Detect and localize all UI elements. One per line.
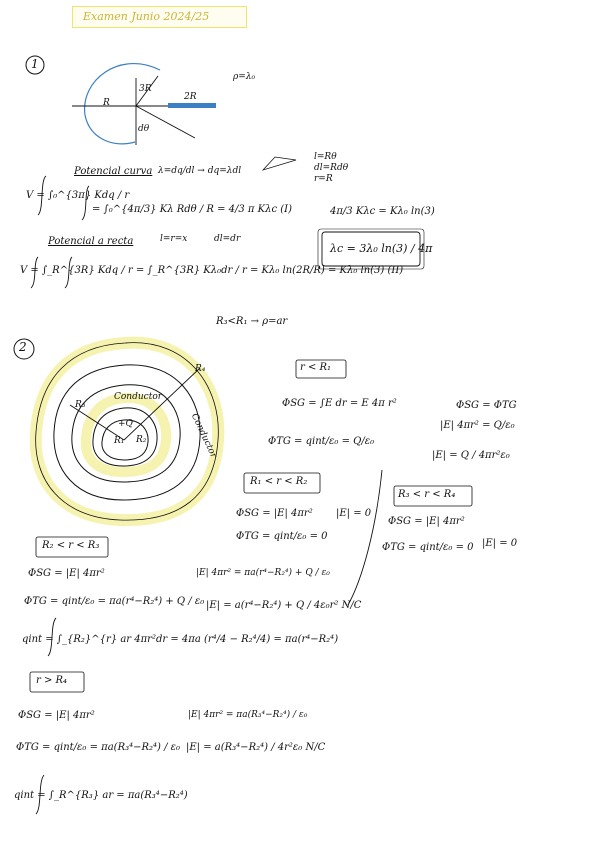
rho-label: ρ=λ₀ — [233, 72, 256, 82]
fig-label-3R: 3R — [139, 84, 152, 94]
case-a-eq-b: |E| 4πr² = Q/ε₀ — [440, 420, 515, 431]
charged-rod-shape — [168, 103, 216, 108]
equate-line: 4π/3 Kλc = Kλ₀ ln(3) — [330, 206, 435, 217]
v-curve-line-2: = ∫₀^{4π/3} Kλ Rdθ / R = 4/3 π Kλc (I) — [92, 204, 293, 215]
fig-label-conductor-inner: Conductor — [114, 392, 163, 402]
case-b-flux-tg: ΦTG = qint/ε₀ = 0 — [236, 531, 328, 542]
fig-label-r2: R₂ — [136, 435, 147, 445]
case-d-qint: qint = ∫_{R₂}^{r} ar 4πr²dr = 4πa (r⁴/4 − R₂⁴/4) = πa(r⁴−R₂⁴) — [22, 634, 339, 645]
case-b-label: R₁ < r < R₂ — [250, 476, 308, 487]
case-e-qint: qint = ∫_R^{R₃} ar = πa(R₃⁴−R₂⁴) — [14, 790, 188, 801]
case-e-eq-mid: |E| 4πr² = πa(R₃⁴−R₂⁴) / ε₀ — [188, 710, 308, 720]
case-e-label: r > R₄ — [36, 675, 68, 686]
arc-label-1: l=Rθ — [314, 152, 337, 162]
fig-label-q: +Q — [118, 419, 133, 429]
fig-label-r3: R₃ — [75, 400, 86, 410]
arc-element-sketch — [263, 157, 296, 170]
case-c-result: |E| = 0 — [482, 538, 518, 549]
case-e-eq-res: |E| = a(R₃⁴−R₂⁴) / 4r²ε₀ N/C — [186, 742, 326, 753]
case-d-flux-tg: ΦTG = qint/ε₀ = πa(r⁴−R₂⁴) + Q / ε₀ — [24, 596, 205, 607]
case-a-eq-c: |E| = Q / 4πr²ε₀ — [432, 450, 510, 461]
case-a-label: r < R₁ — [300, 362, 332, 373]
fig-label-r4: R₄ — [195, 364, 206, 374]
fig-label-R: R — [103, 98, 110, 108]
case-d-flux-sg: ΦSG = |E| 4πr² — [28, 568, 105, 579]
arc-label-3: r=R — [314, 174, 333, 184]
exam-title: Examen Junio 2024/25 — [83, 10, 210, 23]
case-c-flux-tg: ΦTG = qint/ε₀ = 0 — [382, 542, 474, 553]
case-b-flux-sg: ΦSG = |E| 4πr² — [236, 508, 313, 519]
lambda-relation: λ=dq/dl → dq=λdl — [158, 166, 242, 176]
rod-heading: Potencial a recta — [48, 236, 134, 247]
case-a-flux-tg: ΦTG = qint/ε₀ = Q/ε₀ — [268, 436, 375, 447]
fig-label-r1: R₁ — [114, 436, 125, 446]
case-c-flux-sg: ΦSG = |E| 4πr² — [388, 516, 465, 527]
curve-heading: Potencial curva — [74, 166, 153, 177]
fig-label-2R: 2R — [184, 92, 197, 102]
v-rod: V = ∫_R^{3R} Kdq / r = ∫_R^{3R} Kλ₀dr / r = Kλ₀ ln(2R/R) = Kλ₀ ln(3) (II) — [20, 265, 404, 276]
concentric-spheres-figure — [36, 343, 219, 520]
case-c-label: R₃ < r < R₄ — [398, 489, 456, 500]
fig-label-conductor-outer: Conductor — [188, 412, 219, 460]
case-b-result: |E| = 0 — [336, 508, 372, 519]
fig-label-dtheta: dθ — [138, 124, 150, 134]
problem1-number: 1 — [31, 57, 39, 71]
case-e-flux-sg: ΦSG = |E| 4πr² — [18, 710, 95, 721]
density-line: R₃<R₁ → ρ=ar — [216, 316, 288, 327]
problem2-number: 2 — [19, 340, 27, 354]
separator-stroke — [348, 470, 382, 605]
case-e-flux-tg: ΦTG = qint/ε₀ = πa(R₃⁴−R₂⁴) / ε₀ — [16, 742, 181, 753]
v-curve-line-1: V = ∫₀^{3π} Kdq / r — [26, 190, 130, 201]
case-d-eq-res: |E| = a(r⁴−R₂⁴) + Q / 4ε₀r² N/C — [206, 600, 362, 611]
case-a-eq-a: ΦSG = ΦTG — [456, 400, 517, 411]
rod-dl: dl=dr — [214, 234, 241, 244]
arc-label-2: dl=Rdθ — [314, 163, 349, 173]
result-line: λc = 3λ₀ ln(3) / 4π — [330, 242, 433, 255]
rod-relation: l=r=x — [160, 234, 188, 244]
case-a-flux-sg: ΦSG = ∫E dr = E 4π r² — [282, 398, 397, 409]
case-d-label: R₂ < r < R₃ — [42, 540, 100, 551]
case-d-eq-mid: |E| 4πr² = πa(r⁴−R₂⁴) + Q / ε₀ — [196, 568, 330, 578]
